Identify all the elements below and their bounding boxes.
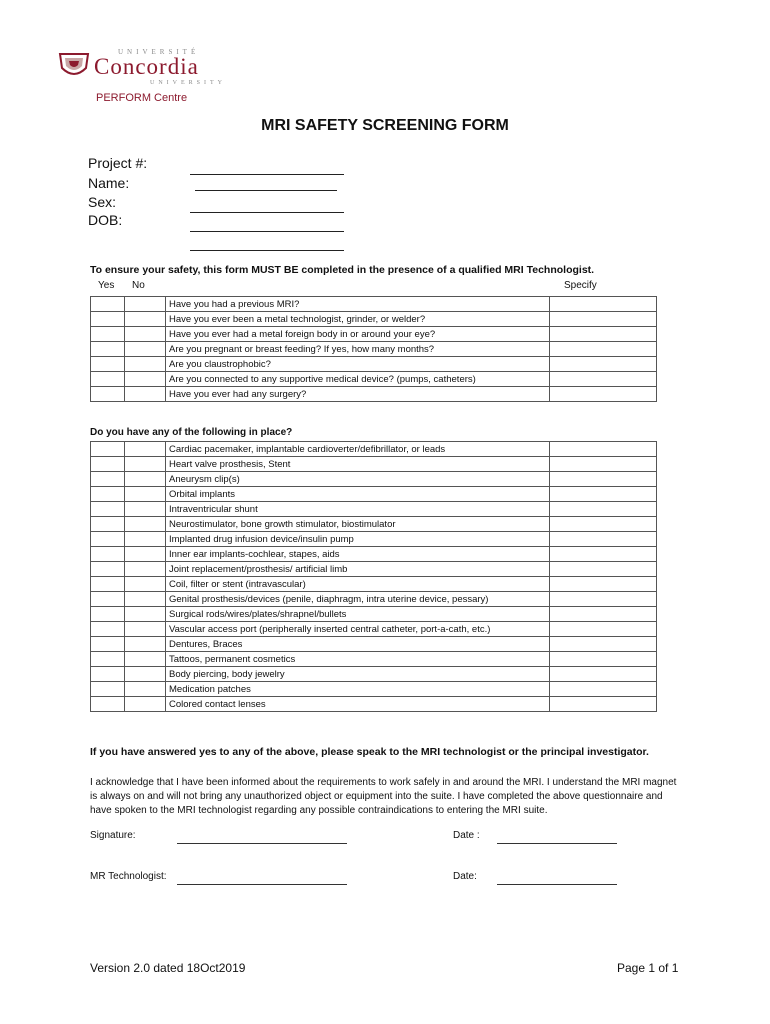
- sex-field[interactable]: [190, 212, 344, 213]
- yes-cell[interactable]: [91, 442, 125, 457]
- yes-cell[interactable]: [91, 562, 125, 577]
- question-text: Are you connected to any supportive medical device? (pumps, catheters): [166, 372, 550, 387]
- specify-cell[interactable]: [550, 697, 657, 712]
- questions-table: [90, 296, 657, 402]
- yes-cell[interactable]: [91, 697, 125, 712]
- specify-cell[interactable]: [550, 667, 657, 682]
- yes-cell[interactable]: [91, 327, 125, 342]
- project-label: Project #:: [88, 155, 148, 171]
- specify-cell[interactable]: [550, 562, 657, 577]
- devices-heading: Do you have any of the following in place?: [90, 427, 293, 438]
- extra-field[interactable]: [190, 250, 344, 251]
- name-field[interactable]: [195, 190, 337, 191]
- specify-cell[interactable]: [550, 297, 657, 312]
- device-text: Medication patches: [166, 682, 550, 697]
- device-text: Aneurysm clip(s): [166, 472, 550, 487]
- no-cell[interactable]: [125, 457, 166, 472]
- table-row: [91, 547, 657, 562]
- yes-cell[interactable]: [91, 297, 125, 312]
- yes-cell[interactable]: [91, 592, 125, 607]
- no-cell[interactable]: [125, 372, 166, 387]
- specify-cell[interactable]: [550, 342, 657, 357]
- device-text: Surgical rods/wires/plates/shrapnel/bullets: [166, 607, 550, 622]
- table-row: [91, 592, 657, 607]
- question-text: Are you claustrophobic?: [166, 357, 550, 372]
- no-cell[interactable]: [125, 682, 166, 697]
- perform-centre-text: PERFORM Centre: [96, 92, 188, 104]
- sex-label: Sex:: [88, 194, 117, 210]
- device-text: Tattoos, permanent cosmetics: [166, 652, 550, 667]
- specify-cell[interactable]: [550, 487, 657, 502]
- specify-cell[interactable]: [550, 532, 657, 547]
- device-text: Cardiac pacemaker, implantable cardioverter/defibrillator, or leads: [166, 442, 550, 457]
- acknowledgement-text: I acknowledge that I have been informed about the requirements to work safely in and around the MRI. I understand the MRI magnet is always on and will not bring any unauthorized object or equipment into the suite. I have completed the above questionnaire and have spoken to the MRI technologist regarding any possible contraindications to entering the MRI suite.: [90, 777, 677, 816]
- table-row: [91, 607, 657, 622]
- logo-top-text: UNIVERSITÉ: [118, 48, 200, 56]
- devices-table: [90, 441, 657, 712]
- no-cell[interactable]: [125, 472, 166, 487]
- table-row: [91, 387, 657, 402]
- yes-cell[interactable]: [91, 342, 125, 357]
- device-text: Coil, filter or stent (intravascular): [166, 577, 550, 592]
- specify-cell[interactable]: [550, 607, 657, 622]
- yes-cell[interactable]: [91, 312, 125, 327]
- device-text: Genital prosthesis/devices (penile, diaphragm, intra uterine device, pessary): [166, 592, 550, 607]
- device-text: Vascular access port (peripherally inserted central catheter, port-a-cath, etc.): [166, 622, 550, 637]
- version-footer: Version 2.0 dated 18Oct2019: [90, 961, 246, 975]
- yes-cell[interactable]: [91, 607, 125, 622]
- device-text: Body piercing, body jewelry: [166, 667, 550, 682]
- yes-cell[interactable]: [91, 457, 125, 472]
- specify-cell[interactable]: [550, 502, 657, 517]
- specify-cell[interactable]: [550, 327, 657, 342]
- no-cell[interactable]: [125, 312, 166, 327]
- device-text: Colored contact lenses: [166, 697, 550, 712]
- no-cell[interactable]: [125, 327, 166, 342]
- question-text: Have you had a previous MRI?: [166, 297, 550, 312]
- technologist-date-label: Date:: [453, 871, 477, 882]
- form-title: MRI SAFETY SCREENING FORM: [261, 117, 509, 134]
- specify-cell[interactable]: [550, 442, 657, 457]
- device-text: Implanted drug infusion device/insulin pump: [166, 532, 550, 547]
- signature-date-label: Date :: [453, 830, 480, 841]
- yes-cell[interactable]: [91, 682, 125, 697]
- no-cell[interactable]: [125, 622, 166, 637]
- device-text: Joint replacement/prosthesis/ artificial limb: [166, 562, 550, 577]
- device-text: Dentures, Braces: [166, 637, 550, 652]
- yes-cell[interactable]: [91, 667, 125, 682]
- dob-field[interactable]: [190, 231, 344, 232]
- specify-cell[interactable]: [550, 547, 657, 562]
- yes-cell[interactable]: [91, 622, 125, 637]
- no-cell[interactable]: [125, 517, 166, 532]
- table-row: [91, 532, 657, 547]
- specify-cell[interactable]: [550, 682, 657, 697]
- table-row: [91, 442, 657, 457]
- no-cell[interactable]: [125, 487, 166, 502]
- dob-label: DOB:: [88, 212, 123, 228]
- question-text: Have you ever had any surgery?: [166, 387, 550, 402]
- no-header: No: [132, 280, 145, 291]
- concordia-shield-icon: [58, 50, 90, 82]
- yes-cell[interactable]: [91, 472, 125, 487]
- table-row: [91, 502, 657, 517]
- yes-cell[interactable]: [91, 502, 125, 517]
- specify-cell[interactable]: [550, 372, 657, 387]
- project-field[interactable]: [190, 174, 344, 175]
- specify-cell[interactable]: [550, 357, 657, 372]
- device-text: Heart valve prosthesis, Stent: [166, 457, 550, 472]
- specify-cell[interactable]: [550, 312, 657, 327]
- no-cell[interactable]: [125, 667, 166, 682]
- no-cell[interactable]: [125, 502, 166, 517]
- no-cell[interactable]: [125, 357, 166, 372]
- no-cell[interactable]: [125, 387, 166, 402]
- yes-cell[interactable]: [91, 357, 125, 372]
- logo-bottom-text: UNIVERSITY: [150, 80, 226, 86]
- yes-cell[interactable]: [91, 637, 125, 652]
- no-cell[interactable]: [125, 577, 166, 592]
- yes-cell[interactable]: [91, 577, 125, 592]
- no-cell[interactable]: [125, 562, 166, 577]
- specify-cell[interactable]: [550, 457, 657, 472]
- specify-cell[interactable]: [550, 637, 657, 652]
- table-row: [91, 487, 657, 502]
- table-row: [91, 562, 657, 577]
- specify-cell[interactable]: [550, 517, 657, 532]
- device-text: Inner ear implants-cochlear, stapes, aids: [166, 547, 550, 562]
- technologist-date-field[interactable]: [497, 884, 617, 885]
- question-text: Are you pregnant or breast feeding? If yes, how many months?: [166, 342, 550, 357]
- specify-header: Specify: [564, 280, 597, 291]
- table-row: [91, 457, 657, 472]
- name-label: Name:: [88, 175, 130, 191]
- device-text: Neurostimulator, bone growth stimulator, biostimulator: [166, 517, 550, 532]
- yes-header: Yes: [98, 280, 115, 291]
- table-row: [91, 517, 657, 532]
- no-cell[interactable]: [125, 547, 166, 562]
- logo-main-text: Concordia: [94, 54, 199, 79]
- table-row: [91, 297, 657, 312]
- safety-notice: To ensure your safety, this form MUST BE completed in the presence of a qualified MRI Technologist.: [90, 264, 595, 276]
- yes-cell[interactable]: [91, 532, 125, 547]
- yes-cell[interactable]: [91, 487, 125, 502]
- signature-date-field[interactable]: [497, 843, 617, 844]
- specify-cell[interactable]: [550, 592, 657, 607]
- technologist-label: MR Technologist:: [90, 871, 167, 882]
- yes-cell[interactable]: [91, 547, 125, 562]
- table-row: [91, 312, 657, 327]
- table-row: [91, 667, 657, 682]
- table-row: [91, 622, 657, 637]
- table-row: [91, 577, 657, 592]
- question-text: Have you ever been a metal technologist, grinder, or welder?: [166, 312, 550, 327]
- no-cell[interactable]: [125, 652, 166, 667]
- table-row: [91, 372, 657, 387]
- no-cell[interactable]: [125, 532, 166, 547]
- table-row: [91, 342, 657, 357]
- table-row: [91, 472, 657, 487]
- table-row: [91, 327, 657, 342]
- no-cell[interactable]: [125, 592, 166, 607]
- concordia-logo: [58, 48, 258, 110]
- device-text: Intraventricular shunt: [166, 502, 550, 517]
- table-row: [91, 682, 657, 697]
- no-cell[interactable]: [125, 297, 166, 312]
- no-cell[interactable]: [125, 442, 166, 457]
- specify-cell[interactable]: [550, 577, 657, 592]
- specify-cell[interactable]: [550, 387, 657, 402]
- table-row: [91, 357, 657, 372]
- no-cell[interactable]: [125, 342, 166, 357]
- yes-cell[interactable]: [91, 387, 125, 402]
- yes-cell[interactable]: [91, 652, 125, 667]
- specify-cell[interactable]: [550, 652, 657, 667]
- yes-cell[interactable]: [91, 372, 125, 387]
- no-cell[interactable]: [125, 697, 166, 712]
- table-row: [91, 652, 657, 667]
- signature-label: Signature:: [90, 830, 136, 841]
- question-text: Have you ever had a metal foreign body in or around your eye?: [166, 327, 550, 342]
- table-row: [91, 697, 657, 712]
- signature-field[interactable]: [177, 843, 347, 844]
- table-row: [91, 637, 657, 652]
- device-text: Orbital implants: [166, 487, 550, 502]
- specify-cell[interactable]: [550, 622, 657, 637]
- technologist-field[interactable]: [177, 884, 347, 885]
- yes-cell[interactable]: [91, 517, 125, 532]
- page-number: Page 1 of 1: [617, 961, 679, 975]
- specify-cell[interactable]: [550, 472, 657, 487]
- warning-text: If you have answered yes to any of the above, please speak to the MRI technologist or the principal investigator.: [90, 746, 649, 758]
- no-cell[interactable]: [125, 637, 166, 652]
- no-cell[interactable]: [125, 607, 166, 622]
